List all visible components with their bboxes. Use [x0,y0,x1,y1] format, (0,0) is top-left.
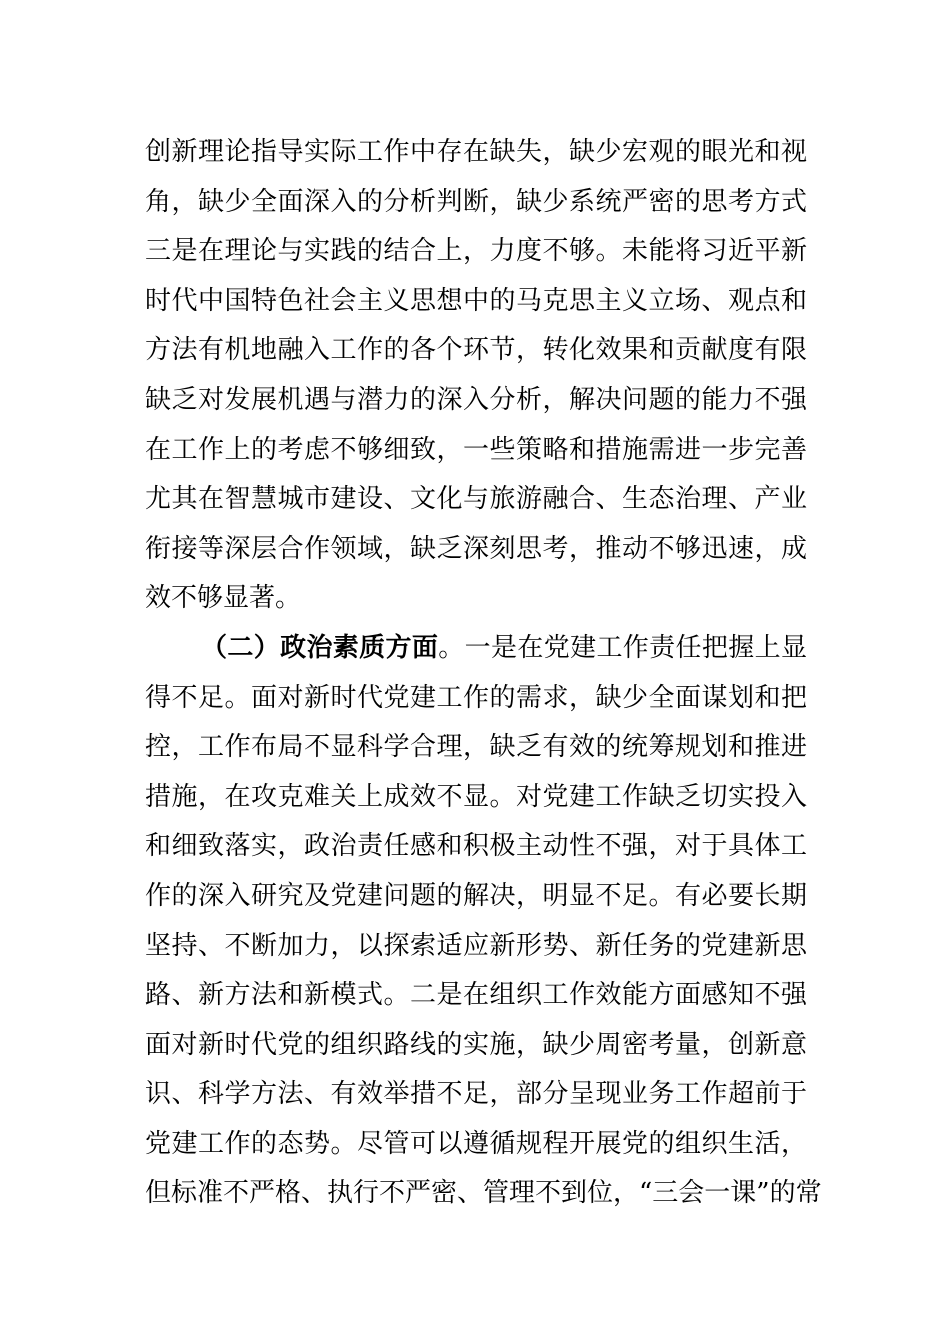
text-line: 面对新时代党的组织路线的实施，缺少周密考量，创新意 [145,1029,807,1060]
text-line: 党建工作的态势。尽管可以遵循规程开展党的组织生活， [145,1128,807,1159]
text-line: 和细致落实，政治责任感和积极主动性不强，对于具体工 [145,831,807,862]
text-line: 得不足。面对新时代党建工作的需求，缺少全面谋划和把 [145,682,807,713]
text-line: 三是在理论与实践的结合上，力度不够。未能将习近平新 [145,236,807,267]
text-line: 在工作上的考虑不够细致，一些策略和措施需进一步完善 [145,434,807,465]
text-line: 衔接等深层合作领域，缺乏深刻思考，推动不够迅速，成 [145,533,807,564]
text-line: 缺乏对发展机遇与潜力的深入分析，解决问题的能力不强 [145,384,807,415]
section-first-line [145,624,807,674]
text-line: 作的深入研究及党建问题的解决，明显不足。有必要长期 [145,880,807,911]
text-line: 识、科学方法、有效举措不足，部分呈现业务工作超前于 [145,1079,807,1110]
text-line: 尤其在智慧城市建设、文化与旅游融合、生态治理、产业 [145,484,807,515]
document-body [145,128,822,1219]
text-line: 控，工作布局不显科学合理，缺乏有效的统筹规划和推进 [145,732,807,763]
text-line: 坚持、不断加力，以探索适应新形势、新任务的党建新思 [145,930,807,961]
text-line: 措施，在攻克难关上成效不显。对党建工作缺乏切实投入 [145,781,807,812]
section-heading-rest: 。一是在党建工作责任把握上显 [438,632,807,663]
text-line: 角，缺少全面深入的分析判断，缺少系统严密的思考方式 [145,186,807,217]
text-line: 时代中国特色社会主义思想中的马克思主义立场、观点和 [145,285,807,316]
text-line: 但标准不严格、执行不严密、管理不到位，“三会一课”的常 [145,1178,822,1209]
text-line: 效不够显著。 [145,583,302,614]
text-line: 方法有机地融入工作的各个环节，转化效果和贡献度有限 [145,335,807,366]
text-line: 路、新方法和新模式。二是在组织工作效能方面感知不强 [145,980,807,1011]
text-line: 创新理论指导实际工作中存在缺失，缺少宏观的眼光和视 [145,137,807,167]
section-heading: （二）政治素质方面 [201,632,439,663]
